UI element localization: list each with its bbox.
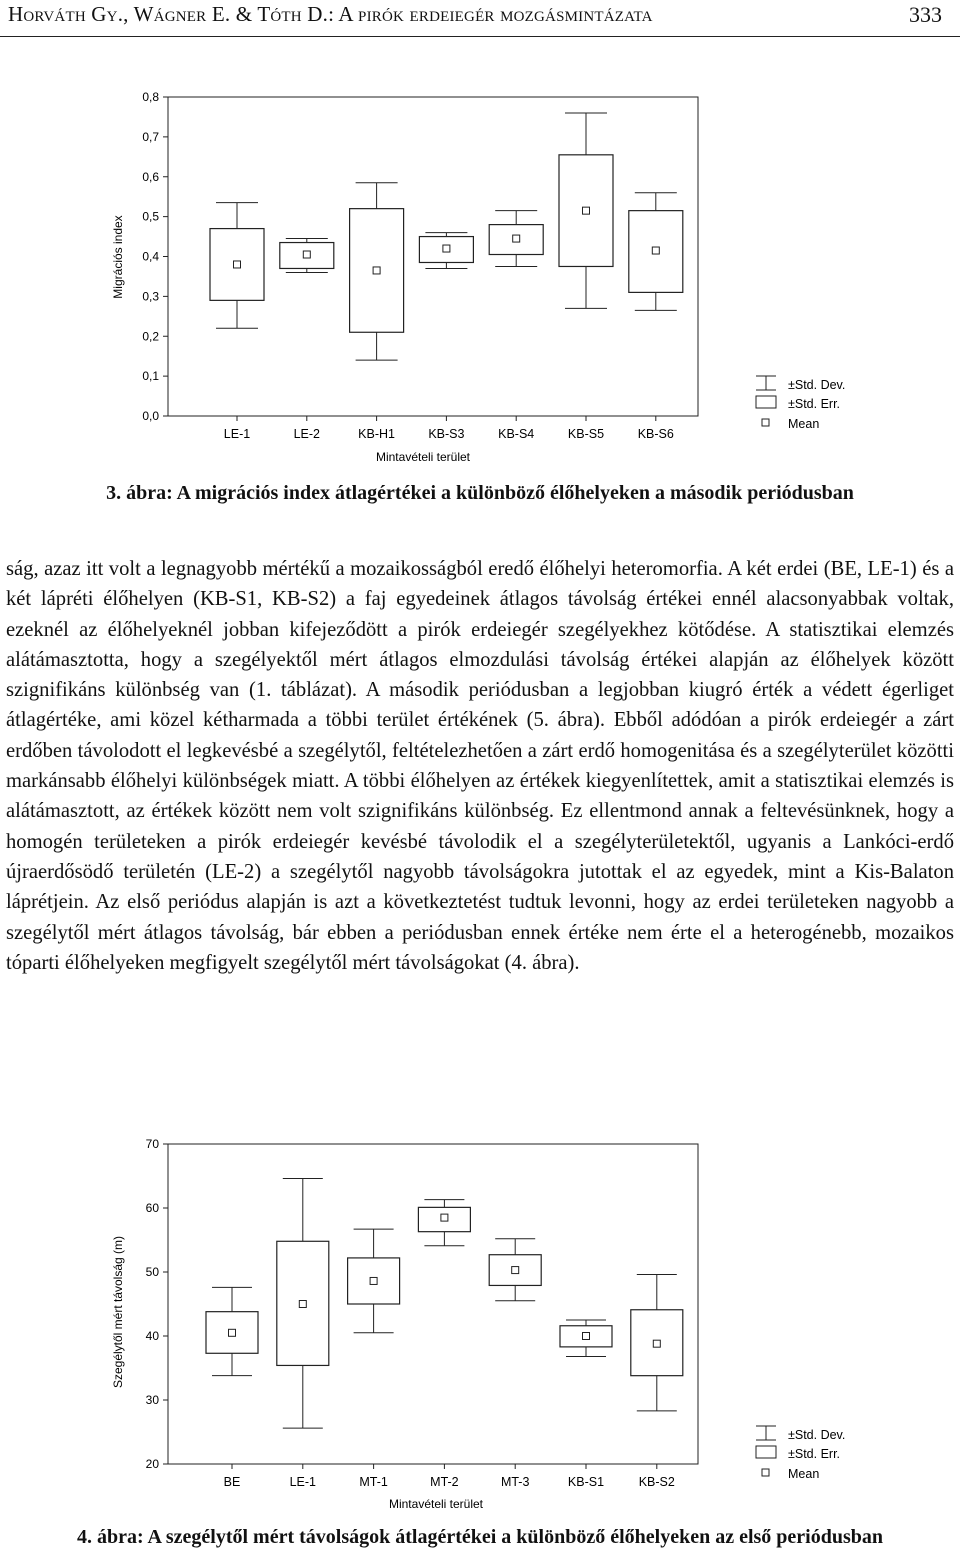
y-axis-label: Migrációs index	[111, 215, 125, 299]
y-tick-label: 20	[145, 1457, 159, 1471]
y-tick-label: 60	[145, 1201, 159, 1215]
legend	[756, 1426, 845, 1481]
x-tick-label: KB-H1	[358, 427, 396, 441]
y-tick-label: 0,1	[142, 369, 159, 384]
y-tick-label: 0,2	[142, 329, 159, 344]
legend-mean: Mean	[788, 417, 820, 431]
x-tick-label: LE-1	[289, 1475, 317, 1489]
x-tick-label: MT-1	[359, 1475, 388, 1489]
y-axis-label: Szegélytől mért távolság (m)	[111, 1235, 125, 1389]
legend-sd: ±Std. Dev.	[788, 378, 846, 392]
body-text	[6, 554, 954, 978]
y-axis	[142, 90, 168, 423]
x-tick-label: LE-2	[293, 427, 321, 441]
running-header	[8, 2, 952, 32]
x-tick-label: KB-S1	[567, 1475, 605, 1489]
x-tick-label: LE-1	[223, 427, 251, 441]
mean-marker	[441, 1214, 448, 1221]
x-axis-label: Mintavételi terület	[388, 1497, 484, 1511]
mean-marker	[513, 235, 520, 242]
header-rule	[0, 36, 960, 37]
x-axis	[224, 416, 674, 441]
running-title: Horváth Gy., Wágner E. & Tóth D.: A pirók erdeiegér mozgásmintázata	[8, 2, 653, 26]
x-tick-label: KB-S4	[498, 427, 535, 441]
mean-marker	[373, 267, 380, 274]
legend-sd: ±Std. Dev.	[788, 1428, 846, 1442]
paragraph: ság, azaz itt volt a legnagyobb mértékű a mozaikosságból eredő élőhelyi heteromorfia. A két erdei (BE, LE-1) és a két lápréti élőhelyen (KB-S1, KB-S2) a faj egyedeinek átlagos távolság értékei ennél alacsonyabbak voltak, ezeknél az élőhelyeknél jobban kifejeződött a pirók erdeiegér szegélyekhez kötődése. A statisztikai elemzés alátámasztotta, hogy a szegélyektől mért átlagos elmozdulási távolság értékei alapján az élőhelyek között szignifikáns különbség van (1. táblázat). A második periódusban a legjobban kiugró érték a védett égerliget átlagértéke, ami közel kétharmada a többi terület értékének (5. ábra). Ebből adódóan a pirók erdeiegér a zárt erdőben távolodott el legkevésbé a szegélytől, feltételezhetően a zárt erdő homogenitása és a szegélyterület közötti markánsabb élőhelyi különbségek miatt. A többi élőhelyen az értékek kiegyenlítettek, amit a statisztikai elemzés is alátámasztott, az értékek között nem volt szignifikáns különbség. Ez ellentmond annak a feltevésünknek, hogy a homogén területeken a pirók erdeiegér kevésbé távolodik el a szegélyterületektől, ugyanis a Lankóci-erdő újraerdősödő területén (LE-2) a szegélytől nagyobb távolságokra jutottak el az egyedek, mint a Kis-Balaton láprétjein. Az első periódus alapján is azt a következtetést tudtuk levonni, hogy az erdei területeken nagyobb a szegélytől mért átlagos távolság, bár ebben a periódusban ennek értéke nem érte el a heterogénebb, mozaikos tóparti élőhelyeken megfigyelt szegélytől mért távolságokat (4. ábra).	[6, 558, 954, 974]
mean-marker	[583, 207, 590, 214]
x-tick-label: KB-S6	[637, 427, 674, 441]
mean-marker	[583, 1333, 590, 1340]
x-tick-label: MT-2	[430, 1475, 459, 1489]
figure-4-chart	[0, 1128, 960, 1516]
mean-marker	[299, 1301, 306, 1308]
y-axis	[146, 1137, 168, 1471]
y-tick-label: 0,3	[142, 289, 159, 304]
mean-marker	[653, 1340, 660, 1347]
x-axis	[224, 1464, 675, 1489]
y-tick-label: 0,0	[142, 409, 159, 423]
x-tick-label: KB-S5	[567, 427, 605, 441]
figure-3-caption: 3. ábra: A migrációs index átlagértékei a különböző élőhelyeken a második periódusban	[106, 482, 854, 504]
legend-se: ±Std. Err.	[788, 1447, 841, 1461]
y-tick-label: 40	[145, 1329, 159, 1343]
box-series	[210, 113, 683, 360]
box-series	[206, 1179, 683, 1429]
y-tick-label: 0,4	[142, 249, 159, 264]
mean-marker	[234, 261, 241, 268]
mean-marker	[443, 245, 450, 252]
y-tick-label: 50	[145, 1265, 159, 1279]
y-tick-label: 30	[145, 1393, 159, 1407]
x-axis-label: Mintavételi terület	[375, 450, 471, 464]
y-tick-label: 0,6	[142, 169, 159, 184]
x-tick-label: KB-S2	[638, 1475, 675, 1489]
figure-3-chart	[0, 80, 960, 475]
y-tick-label: 0,5	[142, 209, 159, 224]
mean-marker	[303, 251, 310, 258]
y-tick-label: 0,7	[142, 129, 159, 144]
mean-marker	[512, 1267, 519, 1274]
legend	[756, 376, 845, 431]
x-tick-label: MT-3	[500, 1475, 530, 1489]
mean-marker	[370, 1277, 377, 1284]
y-tick-label: 70	[145, 1137, 159, 1151]
figure-4-caption: 4. ábra: A szegélytől mért távolságok átlagértékei a különböző élőhelyeken az első periódusban	[76, 1526, 884, 1548]
mean-marker	[652, 247, 659, 254]
legend-mean: Mean	[788, 1467, 820, 1481]
plot-frame	[168, 1144, 698, 1464]
mean-marker	[229, 1329, 236, 1336]
y-tick-label: 0,8	[142, 90, 159, 104]
x-tick-label: KB-S3	[428, 427, 465, 441]
x-tick-label: BE	[223, 1475, 241, 1489]
legend-se: ±Std. Err.	[788, 397, 841, 411]
page-number: 333	[909, 2, 942, 27]
